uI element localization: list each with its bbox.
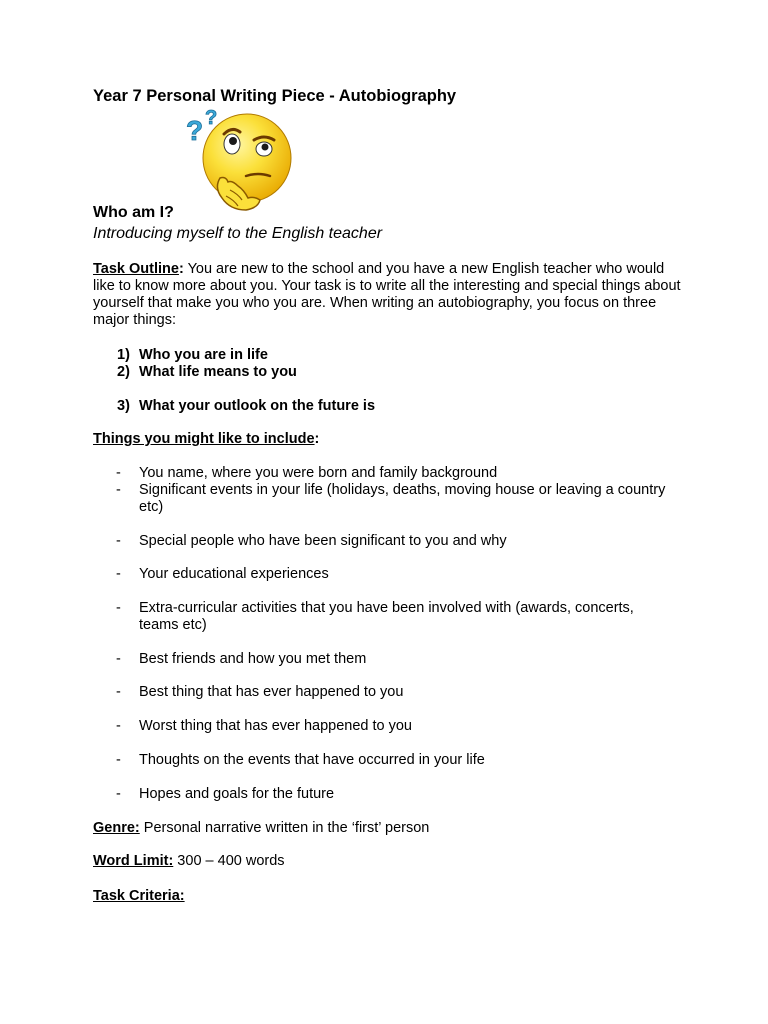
bullet-dash: - <box>116 465 121 481</box>
bullet-dash: - <box>116 566 121 582</box>
task-criteria-label: Task Criteria: <box>93 888 185 904</box>
include-colon: : <box>314 431 320 447</box>
list-item-text: Your educational experiences <box>139 566 329 582</box>
word-limit-text: 300 – 400 words <box>173 853 285 869</box>
focus-item <box>117 364 297 380</box>
word-limit-line <box>93 853 285 869</box>
focus-item-text: What life means to you <box>139 364 297 380</box>
focus-item <box>117 347 268 363</box>
bullet-dash: - <box>116 600 121 616</box>
list-item-text: Hopes and goals for the future <box>139 786 335 802</box>
section-subheading: Introducing myself to the English teacher <box>93 225 383 242</box>
task-outline-text: You are new to the school and you have a new English teacher who would like to know more about you. Your task is to write all the interesting and special things about yourself that make you who you are. When writing an autobiography, you focus on three major things: <box>93 261 681 328</box>
focus-item-number: 3) <box>117 398 130 414</box>
list-item-text: Worst thing that has ever happened to you <box>139 718 412 734</box>
list-item-text: Thoughts on the events that have occurred in your life <box>139 752 485 768</box>
bullet-dash: - <box>116 718 121 734</box>
list-item <box>116 566 676 583</box>
list-item-text: Best thing that has ever happened to you <box>139 684 404 700</box>
list-item <box>116 465 676 482</box>
list-item-text: Significant events in your life (holidays, deaths, moving house or leaving a country etc) <box>139 482 666 515</box>
task-outline-paragraph <box>93 261 683 329</box>
bullet-dash: - <box>116 533 121 549</box>
question-mark-icon: ? <box>205 107 218 129</box>
focus-item-text: Who you are in life <box>139 347 268 363</box>
focus-item-number: 1) <box>117 347 130 363</box>
focus-item <box>117 398 375 414</box>
include-label: Things you might like to include <box>93 431 315 447</box>
focus-item-text: What your outlook on the future is <box>139 398 376 414</box>
list-item-text: You name, where you were born and family background <box>139 465 498 481</box>
bullet-dash: - <box>116 752 121 768</box>
question-mark-icon: ? <box>186 115 204 146</box>
thinking-face-icon <box>180 106 296 216</box>
task-criteria-line <box>93 888 185 904</box>
list-item <box>116 651 676 668</box>
list-item <box>116 600 676 634</box>
focus-item-number: 2) <box>117 364 130 380</box>
genre-label: Genre: <box>93 820 140 836</box>
list-item-text: Special people who have been significant to you and why <box>139 533 507 549</box>
task-outline-label: Task Outline <box>93 261 179 277</box>
list-item <box>116 482 676 516</box>
list-item-text: Extra-curricular activities that you have been involved with (awards, concerts, teams etc) <box>139 600 634 633</box>
list-item-text: Best friends and how you met them <box>139 651 367 667</box>
list-item <box>116 718 676 735</box>
list-item <box>116 684 676 701</box>
bullet-dash: - <box>116 786 121 802</box>
bullet-dash: - <box>116 482 121 498</box>
include-heading <box>93 431 319 447</box>
document-title: Year 7 Personal Writing Piece - Autobiography <box>93 87 457 105</box>
task-outline-colon: : <box>178 261 184 277</box>
bullet-dash: - <box>116 651 121 667</box>
list-item <box>116 752 676 769</box>
bullet-dash: - <box>116 684 121 700</box>
genre-line <box>93 820 429 836</box>
word-limit-label: Word Limit: <box>93 853 174 869</box>
genre-text: Personal narrative written in the ‘first’ person <box>139 820 430 836</box>
list-item <box>116 533 676 550</box>
list-item <box>116 786 676 803</box>
section-heading: Who am I? <box>93 204 174 221</box>
